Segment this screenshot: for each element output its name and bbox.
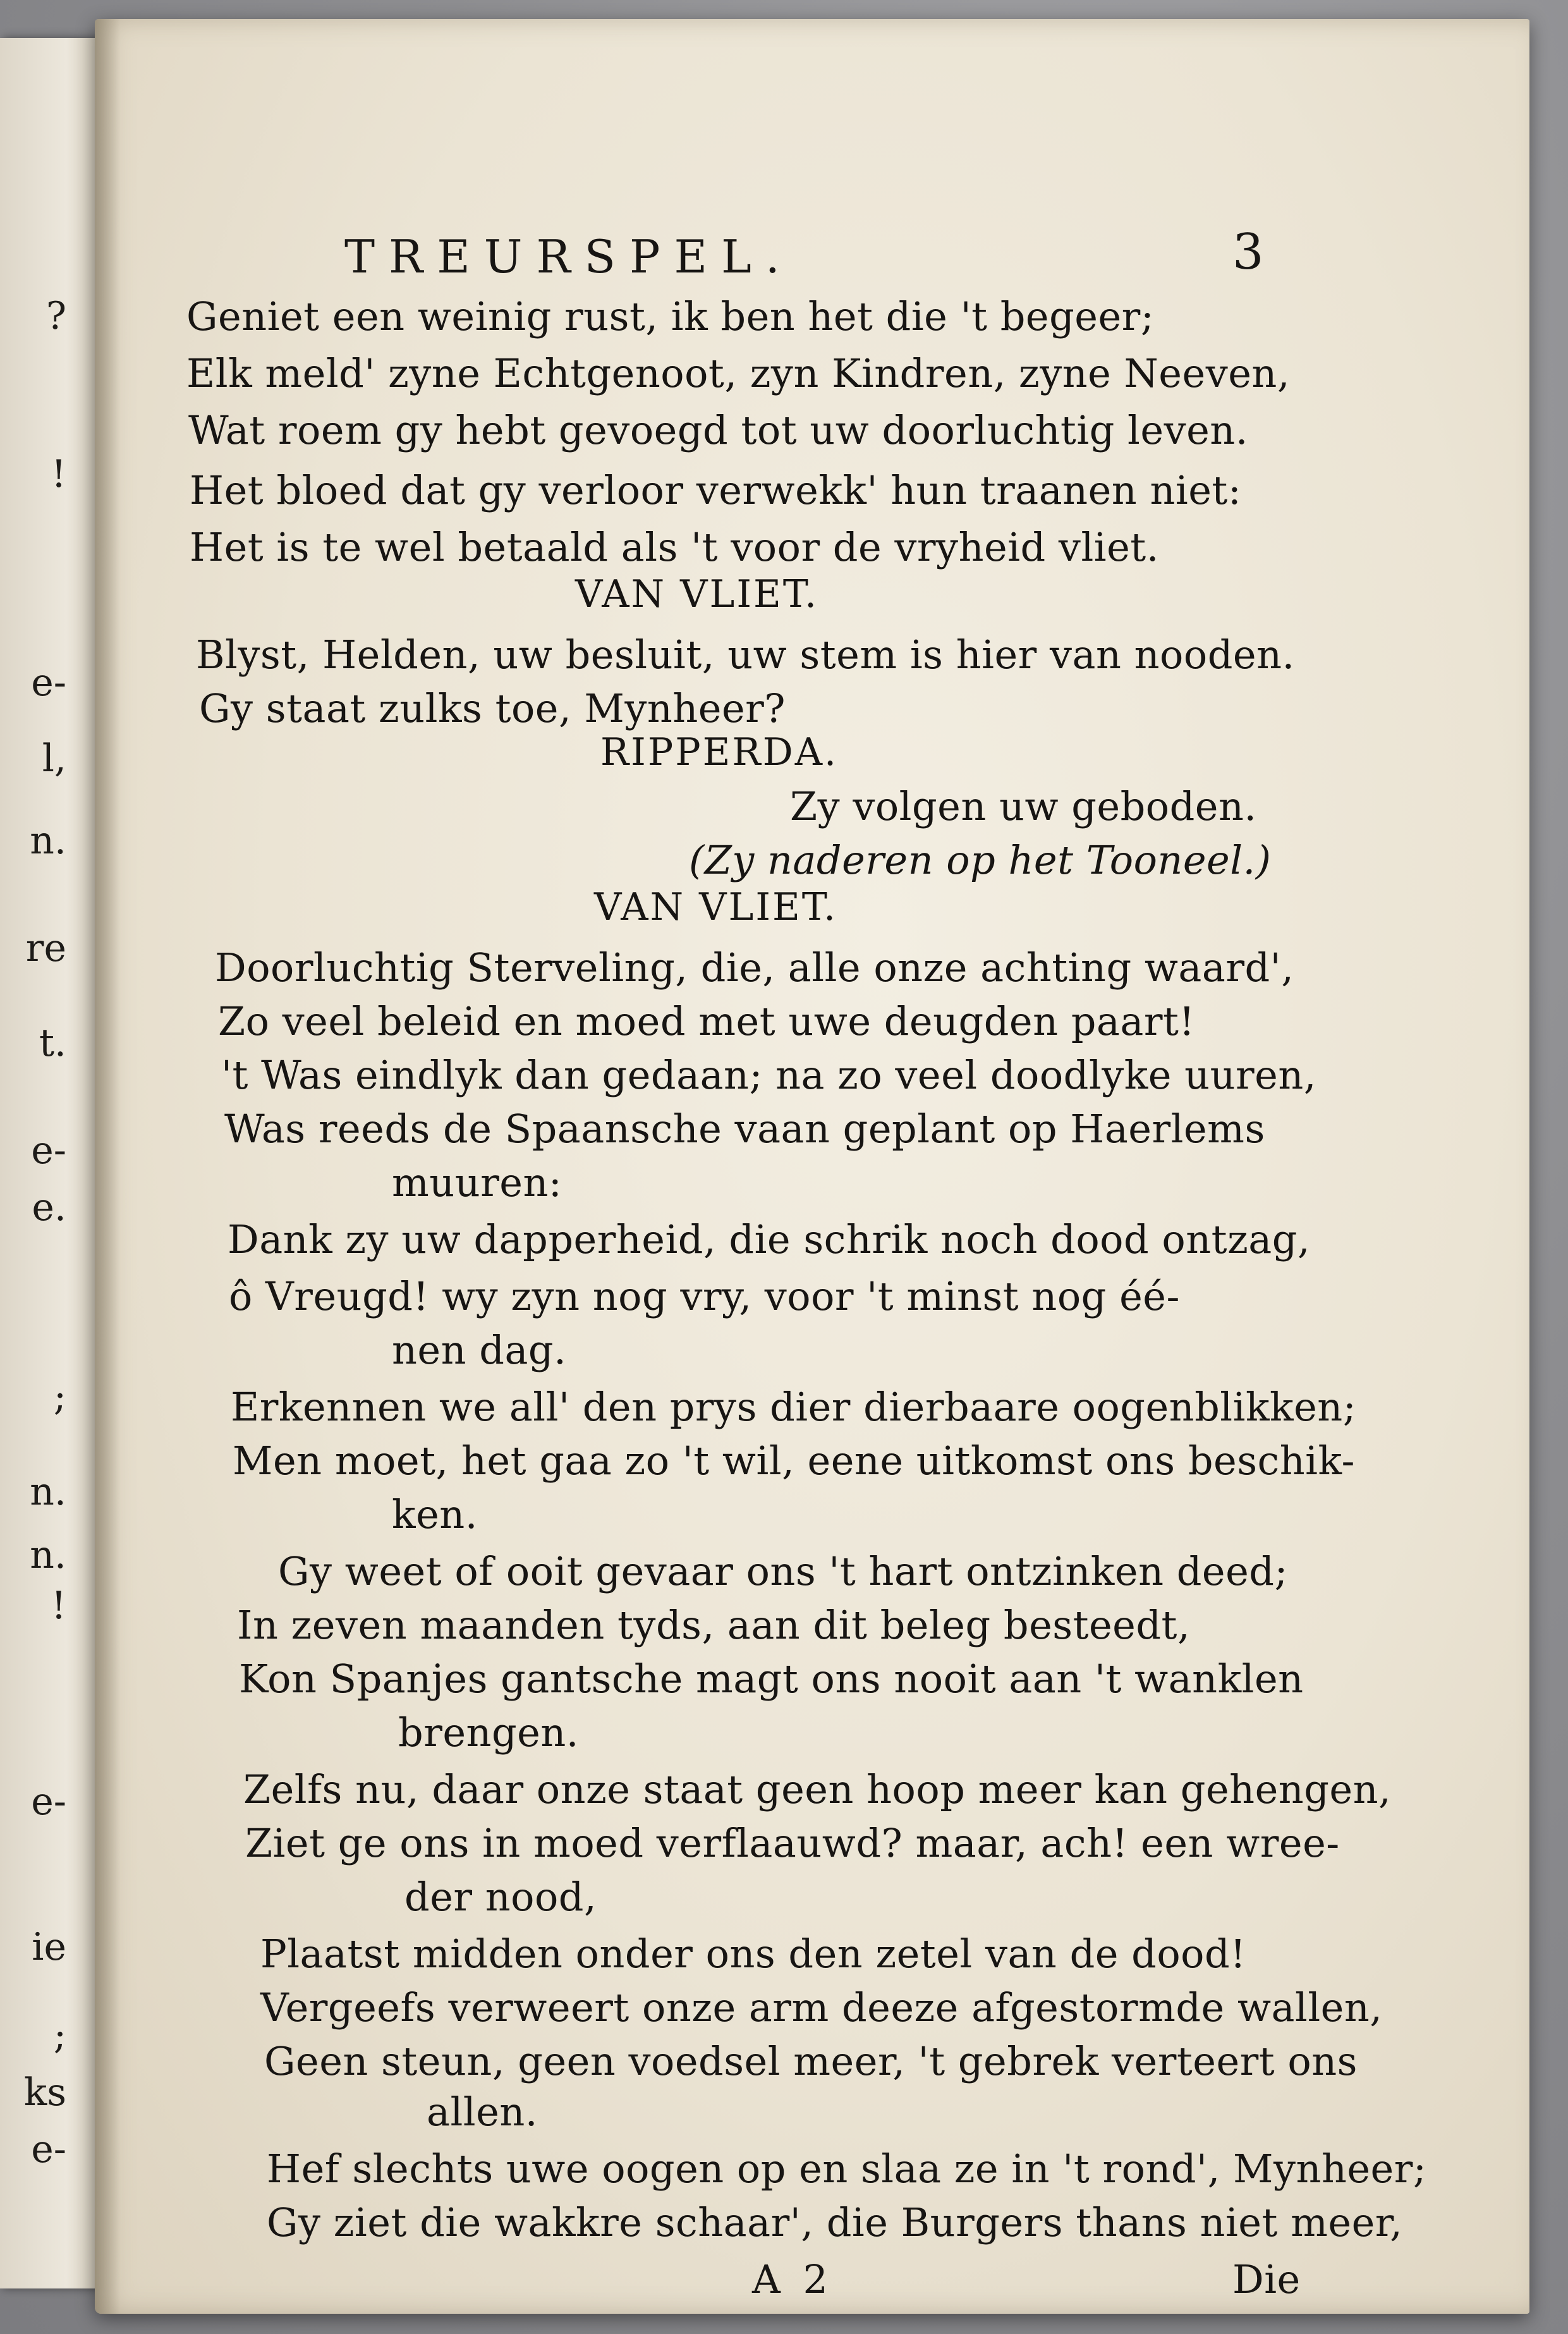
left-page-fragment: n. <box>30 819 66 863</box>
verse-line: Gy weet of ooit gevaar ons 't hart ontzinken deed; <box>278 1548 1288 1594</box>
verse-line: brengen. <box>398 1709 579 1756</box>
left-page-fragment: e- <box>31 661 66 705</box>
page-text <box>95 19 1529 2314</box>
verse-line: Geniet een weinig rust, ik ben het die 't begeer; <box>186 293 1155 339</box>
verse-line: Doorluchtig Sterveling, die, alle onze achting waard', <box>215 944 1294 991</box>
verse-line: Geen steun, geen voedsel meer, 't gebrek verteert ons <box>264 2038 1358 2084</box>
signature-mark: A 2 <box>752 2256 833 2302</box>
verse-line: Dank zy uw dapperheid, die schrik noch dood ontzag, <box>228 1216 1311 1262</box>
left-page-fragment: ; <box>53 2013 66 2058</box>
verse-line: Blyst, Helden, uw besluit, uw stem is hier van nooden. <box>196 632 1295 678</box>
verse-line: 't Was eindlyk dan gedaan; na zo veel doodlyke uuren, <box>221 1052 1317 1098</box>
stage-direction: (Zy naderen op het Tooneel.) <box>689 837 1272 883</box>
verse-line: Plaatst midden onder ons den zetel van de dood! <box>260 1931 1246 1977</box>
left-page-fragment: e- <box>31 1780 66 1824</box>
verse-line: muuren: <box>392 1159 562 1206</box>
verse-line: nen dag. <box>392 1327 567 1373</box>
left-page-fragment: ie <box>32 1925 66 1969</box>
left-page-fragment: e. <box>32 1185 66 1230</box>
verse-line: Zelfs nu, daar onze staat geen hoop meer kan gehengen, <box>243 1766 1392 1812</box>
page-number: 3 <box>1232 224 1265 281</box>
verse-line: Ziet ge ons in moed verflaauwd? maar, ach! een wree- <box>245 1820 1340 1866</box>
verse-line: Het is te wel betaald als 't voor de vryheid vliet. <box>190 524 1159 570</box>
verse-line: Hef slechts uwe oogen op en slaa ze in 't rond', Mynheer; <box>267 2146 1427 2192</box>
left-page-fragment: l, <box>42 736 66 781</box>
verse-line: der nood, <box>404 1874 597 1920</box>
left-page-fragment: e- <box>31 2127 66 2172</box>
left-page-fragment: ! <box>51 1584 66 1628</box>
verse-line: Het bloed dat gy verloor verwekk' hun traanen niet: <box>190 467 1242 513</box>
verse-line: Was reeds de Spaansche vaan geplant op Haerlems <box>224 1106 1265 1152</box>
left-page-fragment: t. <box>39 1021 66 1065</box>
left-page-fragment: n. <box>30 1533 66 1577</box>
left-page-fragment: ? <box>46 294 66 338</box>
verse-line: Elk meld' zyne Echtgenoot, zyn Kindren, zyne Neeven, <box>186 350 1291 396</box>
verse-line: Zo veel beleid en moed met uwe deugden paart! <box>218 998 1195 1044</box>
verse-line: allen. <box>427 2089 538 2135</box>
verse-line: In zeven maanden tyds, aan dit beleg besteedt, <box>237 1602 1191 1648</box>
verse-line: ô Vreugd! wy zyn nog vry, voor 't minst nog éé- <box>229 1273 1180 1319</box>
left-page-fragment: re <box>25 926 66 970</box>
book-page <box>95 19 1529 2314</box>
speaker-name: VAN VLIET. <box>594 885 838 929</box>
catchword: Die <box>1232 2256 1301 2302</box>
verse-line: Zy volgen uw geboden. <box>790 783 1257 829</box>
verse-line: Gy staat zulks toe, Mynheer? <box>199 685 786 731</box>
speaker-name: RIPPERDA. <box>600 730 839 774</box>
verse-line: Wat roem gy hebt gevoegd tot uw doorluchtig leven. <box>188 407 1248 453</box>
verse-line: Vergeefs verweert onze arm deeze afgestormde wallen, <box>260 1984 1383 2031</box>
left-page-fragment: ! <box>51 452 66 496</box>
left-page-fragment: e- <box>31 1128 66 1173</box>
verse-line: Kon Spanjes gantsche magt ons nooit aan 't wanklen <box>239 1656 1304 1702</box>
left-page-fragment: n. <box>30 1470 66 1514</box>
verse-line: ken. <box>392 1491 478 1537</box>
verse-line: Gy ziet die wakkre schaar', die Burgers thans niet meer, <box>267 2199 1403 2245</box>
running-title: TREURSPEL. <box>344 230 794 283</box>
speaker-name: VAN VLIET. <box>575 572 819 616</box>
verse-line: Erkennen we all' den prys dier dierbaare oogenblikken; <box>231 1384 1357 1430</box>
left-page-fragment: ks <box>23 2070 66 2115</box>
verse-line: Men moet, het gaa zo 't wil, eene uitkomst ons beschik- <box>233 1438 1355 1484</box>
left-page-fragment: ; <box>53 1375 66 1419</box>
left-page-edge <box>0 38 111 2288</box>
